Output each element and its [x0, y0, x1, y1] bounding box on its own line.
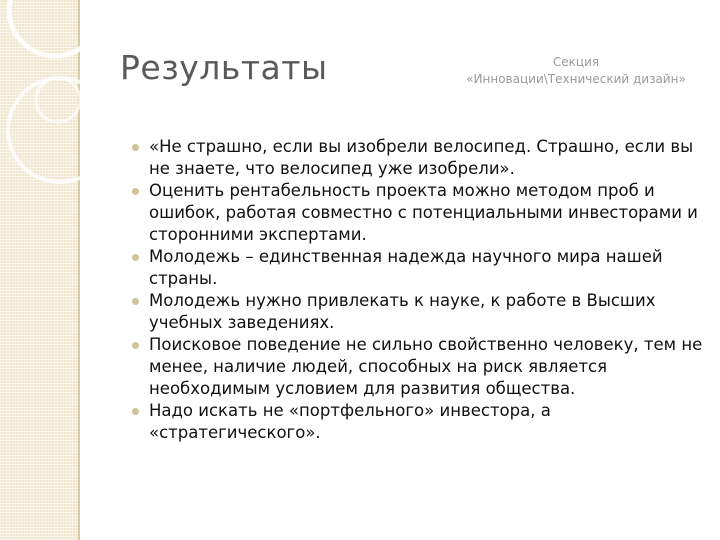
slide-title: Результаты — [120, 48, 328, 87]
bullet-text: Поисковое поведение не сильно свойственно человеку, тем не менее, наличие людей, способных на риск является необходимым условием для развития общества. — [149, 335, 703, 398]
bullet-text: Молодежь нужно привлекать к науке, к работе в Высших учебных заведениях. — [149, 291, 656, 332]
bullet-item — [132, 136, 714, 180]
bullet-dot-icon — [132, 144, 139, 151]
bullet-dot-icon — [132, 342, 139, 349]
bullet-dot-icon — [132, 298, 139, 305]
subtitle-section-label: Секция — [552, 55, 600, 69]
bullet-item — [132, 246, 714, 290]
slide-subtitle — [440, 54, 712, 88]
bullet-dot-icon — [132, 254, 139, 261]
subtitle-section-name: «Инновации\Технический дизайн» — [466, 72, 686, 86]
bullet-text: Надо искать не «портфельного» инвестора, а «стратегического». — [149, 401, 551, 442]
bullet-item — [132, 334, 714, 400]
decorative-circles — [0, 0, 80, 540]
bullet-text: Молодежь – единственная надежда научного мира нашей страны. — [149, 247, 663, 288]
bullet-item — [132, 400, 714, 444]
bullet-text: Оценить рентабельность проекта можно методом проб и ошибок, работая совместно с потенциальными инвесторами и сторонними экспертами. — [149, 181, 698, 244]
bullet-dot-icon — [132, 408, 139, 415]
bullet-list — [132, 136, 714, 444]
bullet-item — [132, 290, 714, 334]
bullet-item — [132, 180, 714, 246]
bullet-text: «Не страшно, если вы изобрели велосипед. Страшно, если вы не знаете, что велосипед уже изобрели». — [149, 137, 694, 178]
bullet-dot-icon — [132, 188, 139, 195]
